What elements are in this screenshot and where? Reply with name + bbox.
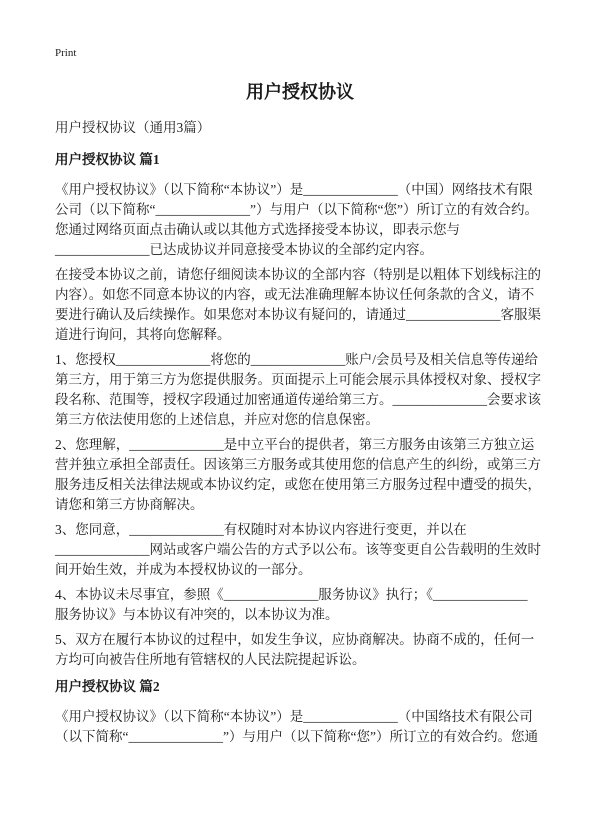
paragraph-line: 内容）。如您不同意本协议的内容，或无法准确理解本协议任何条款的含义，请不: [55, 287, 535, 302]
document-section: [55, 677, 555, 747]
paragraph-line: 间开始生效，并成为本授权协议的一部分。: [55, 562, 312, 577]
paragraph-line: 服务违反相关法律法规或本协议约定，或您在使用第三方服务过程中遭受的损失，: [55, 477, 541, 492]
paragraph-line: 3、您同意，______________有权随时对本协议内容进行变更，并以在: [55, 522, 467, 537]
paragraph-line: 营并独立承担全部责任。因该第三方服务或其使用您的信息产生的纠纷，或第三方: [55, 457, 541, 472]
paragraph-line: 方均可向被告住所地有管辖权的人民法院提起诉讼。: [55, 652, 366, 667]
paragraph: [55, 265, 555, 345]
paragraph-line: 2、您理解，______________是中立平台的提供者，第三方服务由该第三方独立运: [55, 437, 535, 452]
paragraph-line: 《用户授权协议》（以下简称“本协议”）是______________（中国络技术有限公司: [55, 709, 533, 724]
paragraph-line: 第三方依法使用您的上述信息，并应对您的信息保密。: [55, 412, 379, 427]
paragraph-line: 段名称、范围等，授权字段通过加密通道传递给第三方。______________会要求该: [55, 392, 541, 407]
paragraph-line: 《用户授权协议》（以下简称“本协议”）是______________（中国）网络技术有限: [55, 182, 533, 197]
paragraph: [55, 707, 555, 747]
paragraph: [55, 520, 555, 580]
paragraph-line: ______________已达成协议并同意接受本协议的全部约定内容。: [55, 242, 433, 257]
paragraph-line: 5、双方在履行本协议的过程中，如发生争议，应协商解决。协商不成的，任何一: [55, 632, 535, 647]
paragraph-line: （以下简称“______________”）与用户（以下简称“您”）所订立的有效合约。您通: [55, 729, 538, 744]
section-heading: 用户授权协议 篇1: [55, 152, 160, 167]
paragraph-line: 4、本协议未尽事宜，参照《______________服务协议》执行；《______________: [55, 587, 528, 602]
paragraph: [55, 630, 555, 670]
paragraph: [55, 350, 555, 430]
paragraph-line: 您通过网络页面点击确认或以其他方式选择接受本协议，即表示您与: [55, 222, 460, 237]
paragraph-line: 第三方，用于第三方为您提供服务。页面提示上可能会展示具体授权对象、授权字: [55, 372, 541, 387]
paragraph: [55, 585, 555, 625]
document-subtitle: 用户授权协议（通用3篇）: [55, 120, 211, 135]
page-title: 用户授权协议: [246, 82, 354, 102]
paragraph-line: 要进行确认及后续操作。如果您对本协议有疑问的，请通过______________客服渠: [55, 307, 541, 322]
paragraph-line: 请您和第三方协商解决。: [55, 497, 204, 512]
paragraph-line: 1、您授权______________将您的______________账户/会员号及相关信息等传递给: [55, 352, 539, 367]
section-heading: 用户授权协议 篇2: [55, 679, 160, 694]
paragraph: [55, 180, 555, 260]
paragraph-line: 服务协议》与本协议有冲突的，以本协议为准。: [55, 607, 339, 622]
paragraph-line: ______________网站或客户端公告的方式予以公布。该等变更自公告载明的生效时: [55, 542, 541, 557]
paragraph-line: 道进行询问，其将向您解释。: [55, 327, 231, 342]
document-section: [55, 150, 555, 670]
paragraph-line: 公司（以下简称“______________”）与用户（以下简称“您”）所订立的有效合约。: [55, 202, 538, 217]
print-link[interactable]: Print: [55, 47, 77, 59]
paragraph-line: 在接受本协议之前，请您仔细阅读本协议的全部内容（特别是以粗体下划线标注的: [55, 267, 541, 282]
paragraph: [55, 435, 555, 515]
document-body: [55, 150, 555, 752]
